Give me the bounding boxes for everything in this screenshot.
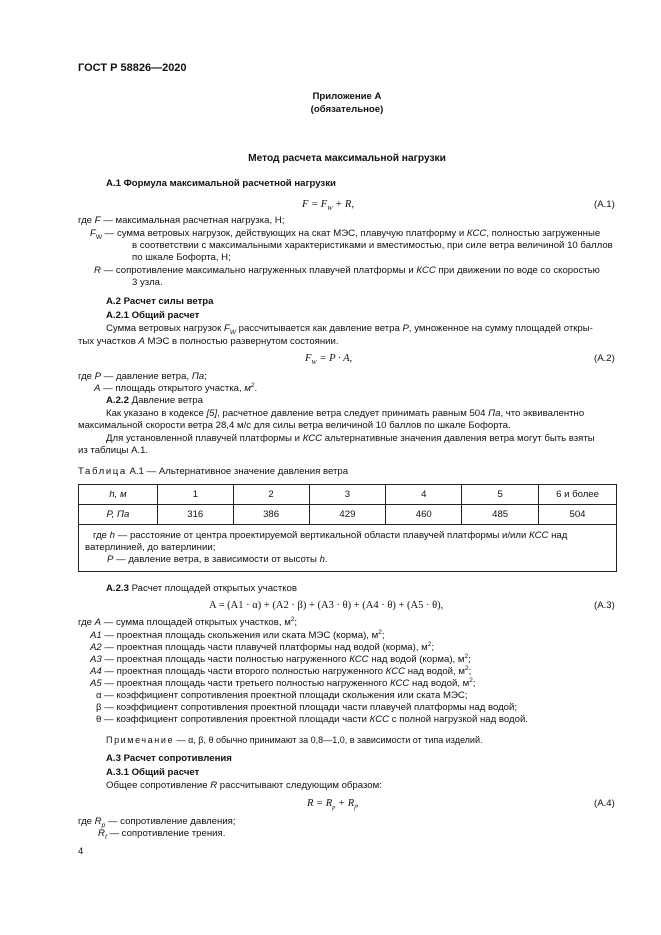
where-a5: A5 — проектная площадь части третьего полностью нагруженного КСС над водой, $м^2$; — [90, 676, 476, 689]
table-row-pressure — [79, 505, 617, 525]
table-cell: 2 — [233, 485, 309, 505]
where-rp: где $R_p$ — сопротивление давления; — [78, 816, 236, 829]
table-cell: 386 — [233, 505, 309, 525]
section-a31-heading: А.3.1 Общий расчет — [106, 767, 200, 778]
table-cell: 429 — [309, 505, 386, 525]
table-note-line2: ватерлинией, до ватерлинии; — [85, 542, 216, 553]
appendix-subtitle: (обязательное) — [310, 104, 384, 115]
formula-a3-number: (А.3) — [594, 600, 615, 611]
where-fw-line1: $F_W$ — сумма ветровых нагрузок, действующих на скат МЭС, плавучую платформу и КСС, полностью загруженные — [90, 228, 601, 241]
where-a: A — площадь открытого участка, $м^2$. — [94, 381, 258, 394]
where-r-line1: R — сопротивление максимально нагруженных плавучей платформы и КСС при движении по воде со скоростью — [94, 265, 600, 276]
formula-a2-number: (А.2) — [594, 353, 615, 364]
table-header-p: P, Па — [79, 505, 158, 525]
a22-paragraph-line1: Как указано в кодексе [5], расчетное давление ветра следует принимать равным 504 Па, что эквивалентно — [106, 408, 585, 419]
table-cell: 6 и более — [539, 485, 617, 505]
section-a21-heading: А.2.1 Общий расчет — [106, 310, 200, 321]
where-alpha: α — коэффициент сопротивления проектной площади скольжения или ската МЭС; — [96, 690, 468, 701]
where-r-line2: 3 узла. — [132, 277, 163, 288]
table-cell: 504 — [539, 505, 617, 525]
where-a1: A1 — проектная площадь скольжения или ската МЭС (корма), $м^2$; — [90, 628, 385, 641]
table-note-row — [79, 525, 617, 572]
where-f: где F — максимальная расчетная нагрузка, Н; — [78, 215, 285, 226]
a21-paragraph-line2: тых участков А МЭС в полностью развернутом состоянии. — [78, 336, 339, 347]
appendix-title: Приложение А — [312, 91, 382, 102]
table-cell: 4 — [386, 485, 462, 505]
table-note — [79, 525, 617, 572]
formula-a4: $R = R_p + R_f$, — [307, 798, 359, 812]
where-a-sum: где A — сумма площадей открытых участков, $м^2$; — [78, 615, 298, 628]
where-a4: A4 — проектная площадь части второго полностью нагруженного КСС над водой, $м^2$; — [90, 664, 472, 677]
section-a23-heading: А.2.3 Расчет площадей открытых участков — [106, 583, 297, 594]
where-a2: A2 — проектная площадь части плавучей платформы над водой (корма), $м^2$; — [90, 640, 435, 653]
where-rf: $R_f$ — сопротивление трения. — [98, 828, 226, 841]
document-id: ГОСТ Р 58826—2020 — [78, 62, 187, 74]
formula-a1: $F = F_W + R$, — [302, 199, 354, 213]
main-title: Метод расчета максимальной нагрузки — [248, 153, 446, 164]
a21-paragraph-line1: Сумма ветровых нагрузок $F_W$ рассчитывается как давление ветра P, умноженное на сумму площадей откры- — [106, 323, 593, 336]
page-number: 4 — [78, 846, 84, 857]
a23-note: Примечание — α, β, θ обычно принимают за 0,8—1,0, в зависимости от типа изделий. — [106, 735, 483, 745]
where-p: где P — давление ветра, Па; — [78, 371, 207, 382]
section-a1-heading: А.1 Формула максимальной расчетной нагрузки — [106, 178, 336, 189]
a31-paragraph: Общее сопротивление R рассчитывают следующим образом: — [106, 780, 382, 791]
where-fw-line2: в соответствии с максимальными характеристиками и вместимостью, при силе ветра величиной 10 баллов — [132, 240, 613, 251]
where-a3: A3 — проектная площадь части полностью нагруженного КСС над водой (корма), $м^2$; — [90, 652, 471, 665]
table-note-line3: P — давление ветра, в зависимости от высоты h. — [107, 554, 328, 565]
table-cell: 3 — [309, 485, 386, 505]
section-a22-heading: А.2.2 Давление ветра — [106, 395, 203, 406]
wind-pressure-table — [78, 484, 617, 572]
formula-a4-number: (А.4) — [594, 798, 615, 809]
table-cell: 5 — [462, 485, 539, 505]
section-a2-heading: А.2 Расчет силы ветра — [106, 296, 214, 307]
table-cell: 1 — [157, 485, 233, 505]
table-cell: 316 — [157, 505, 233, 525]
where-fw-line3: по шкале Бофорта, Н; — [132, 252, 231, 263]
section-a3-heading: А.3 Расчет сопротивления — [106, 753, 232, 764]
a22-paragraph-line4: из таблицы А.1. — [78, 445, 149, 456]
table-note-line1: где h — расстояние от центра проектируемой вертикальной области плавучей платформы и/или КСС над — [93, 530, 568, 541]
table-cell: 460 — [386, 505, 462, 525]
table-cell: 485 — [462, 505, 539, 525]
table-caption: Таблица А.1 — Альтернативное значение давления ветра — [78, 466, 349, 477]
a22-paragraph-line3: Для установленной плавучей платформы и КСС альтернативные значения давления ветра могут быть взяты — [106, 433, 595, 444]
table-row-height — [79, 485, 617, 505]
formula-a3: A = (A1 · α) + (A2 · β) + (A3 · θ) + (A4 · θ) + (A5 · θ), — [209, 600, 444, 611]
where-beta: β — коэффициент сопротивления проектной площади части плавучей платформы над водой; — [96, 702, 518, 713]
formula-a1-number: (А.1) — [594, 199, 615, 210]
formula-a2: $F_W = P \cdot A$, — [305, 353, 353, 367]
table-header-h: h, м — [79, 485, 158, 505]
where-theta: θ — коэффициент сопротивления проектной площади части КСС с полной нагрузкой над водой. — [96, 714, 528, 725]
a22-paragraph-line2: максимальной скорости ветра 28,4 м/с для силы ветра величиной 10 баллов по шкале Бофорта. — [78, 420, 511, 431]
